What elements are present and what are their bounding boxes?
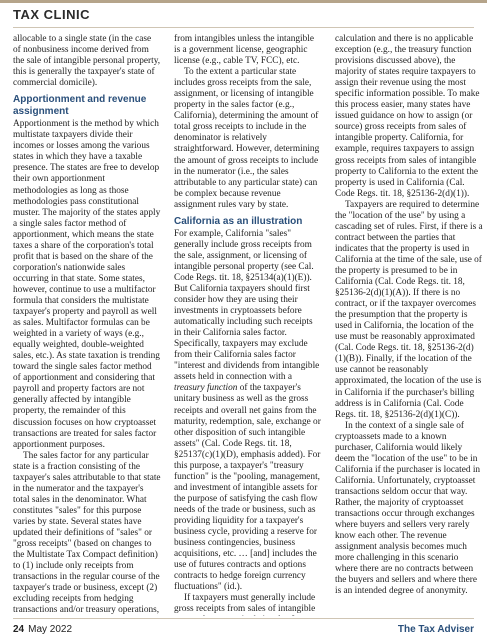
paragraph: The sales factor for any particular state is a fraction consisting of the taxpayer's sales attributable to that state in the numerator and the taxpayer's total sales in the denominator. What constitutes "sales" for this purpose varies by state. Several states have updated their definitions of "sales" or "gross receipts" (based on changes to the Multistate Tax Compact definition) to (1) include only receipts from transactions in the regular course of the taxpayer's trade or business, except (2) excluding receipts from hedging transactions and/or treasury operations, bbox=[13, 450, 161, 616]
section-heading: Apportionment and revenue assignment bbox=[13, 94, 147, 118]
paragraph: calculation and there is no applicable exception (e.g., the treasury function provisions discussed above), the majority of states require taxpayers to assign their revenue using the most specific information possible. To make this process easier, many states have issued guidance on how to assign (or source) gross receipts from sales of intangible property. California, for example, requires taxpayers to assign gross receipts from sales of intangible property to California to the extent the property is used in California (Cal. Code Regs. tit. 18, §25136-2(d)(1)). bbox=[335, 34, 480, 199]
page-number-block bbox=[13, 624, 72, 635]
section-heading: California as an illustration bbox=[174, 215, 303, 227]
page-number: 24 bbox=[13, 624, 25, 635]
column-3 bbox=[335, 34, 483, 616]
emphasis-text: treasury function bbox=[174, 383, 238, 394]
paragraph-text: of the taxpayer's unitary business as well as the gross receipts and overall net gains from the maturity, redemption, sale, exchange or other disposition of such intangible assets" (Cal. Code Regs. tit. 18, §25137(c)(1)(D), emphasis added). For this purpose, a taxpayer's "treasury function" is the "pooling, management, and investment of intangible assets for the purpose of satisfying the cash flow needs of the trade or business, such as providing liquidity for a taxpayer's business cycle, providing a reserve for business contingencies, business acquisitions, etc. … [and] includes the use of futures contracts and options contracts to hedge foreign currency fluctuations" (id.). bbox=[174, 383, 321, 593]
paragraph bbox=[174, 229, 322, 594]
paragraph: If taxpayers must generally include gross receipts from sales of intangible bbox=[174, 593, 316, 615]
paragraph: Apportionment is the method by which multistate taxpayers divide their incomes or losses among the various states in which they have a taxable presence. The states are free to develop their own apportionment methodologies as long as those methodologies pass constitutional muster. The majority of the states apply a single sales factor method of apportionment, which means the state taxes a share of the corporation's total profit that is based on the share of the corporation's nationwide sales occurring in that state. Some states, however, continue to use a multifactor formula that considers the multistate taxpayer's property and payroll as well as sales. Multifactor formulas can be weighted in a variety of ways (e.g., equally weighted, double-weighted sales, etc.). As state taxation is trending toward the single sales factor method of apportionment and considering that payroll and property factors are not generally affected by intangible property, the remainder of this discussion focuses on how cryptoasset transactions are treated for sales factor apportionment purposes. bbox=[13, 119, 161, 450]
column-2 bbox=[174, 34, 322, 616]
page-footer bbox=[0, 618, 487, 640]
issue-date: May 2022 bbox=[28, 624, 73, 635]
header-rule bbox=[13, 27, 474, 28]
publication-name: The Tax Adviser bbox=[397, 624, 474, 635]
paragraph: To the extent a particular state includes gross receipts from the sale, assignment, or licensing of intangible property in the sales factor (e.g., California), determining the amount of total gross receipts to include in the denominator is relatively straightforward. However, determining the amount of gross receipts to include in the numerator (i.e., the sales attributable to any particular state) can be complex because revenue assignment rules vary by state. bbox=[174, 67, 320, 210]
paragraph: Taxpayers are required to determine the "location of the use" by using a cascading set of rules. First, if there is a contract between the parties that indicates that the property is used in California at the time of the sale, use of the property is presumed to be in California (Cal. Code Regs. tit. 18, §25136-2(d)(1)(A)). If there is no contract, or if the taxpayer overcomes the presumption that the property is used in California, the location of the use must be reasonably approximated (Cal. Code Regs. tit. 18, §25136-2(d)(1)(B)). Finally, if the location of the use cannot be reasonably approximated, the location of the use is in California if the purchaser's billing address is in California (Cal. Code Regs. tit. 18, §25136-2(d)(1)(C)). bbox=[335, 199, 483, 420]
column-1 bbox=[13, 34, 161, 616]
paragraph: allocable to a single state (in the case of nonbusiness income derived from the sale of intangible personal property, this is generally the taxpayer's state of commercial domicile). bbox=[13, 34, 161, 89]
page-header bbox=[0, 0, 487, 30]
header-accent-bar bbox=[0, 0, 487, 3]
paragraph-text: For example, California "sales" generally include gross receipts from the sale, assignment, or licensing of intangible personal property (see Cal. Code Regs. tit. 18, §25134(a)(1)(E)). But California taxpayers should first consider how they are using their investments in cryptoassets before automatically including such receipts in their California sales factor. Specifically, taxpayers may exclude from their California sales factor "interest and dividends from intangible assets held in connection with a bbox=[174, 228, 320, 383]
section-title: TAX CLINIC bbox=[13, 7, 90, 22]
article-body bbox=[13, 34, 483, 616]
paragraph: In the context of a single sale of cryptoassets made to a known purchaser, California would likely deem the "location of the use" to be in California if the purchaser is located in California. Unfortunately, cryptoasset transactions seldom occur that way. Rather, the majority of cryptoasset transactions occur through exchanges where buyers and sellers very rarely know each other. The revenue assignment analysis becomes much more challenging in this scenario where there are no contracts between the buyers and sellers and where there is an intended degree of anonymity. bbox=[335, 420, 481, 597]
paragraph: from intangibles unless the intangible is a government license, geographic license (e.g., cable TV, FCC), etc. bbox=[174, 34, 314, 67]
footer-rule bbox=[13, 618, 474, 619]
